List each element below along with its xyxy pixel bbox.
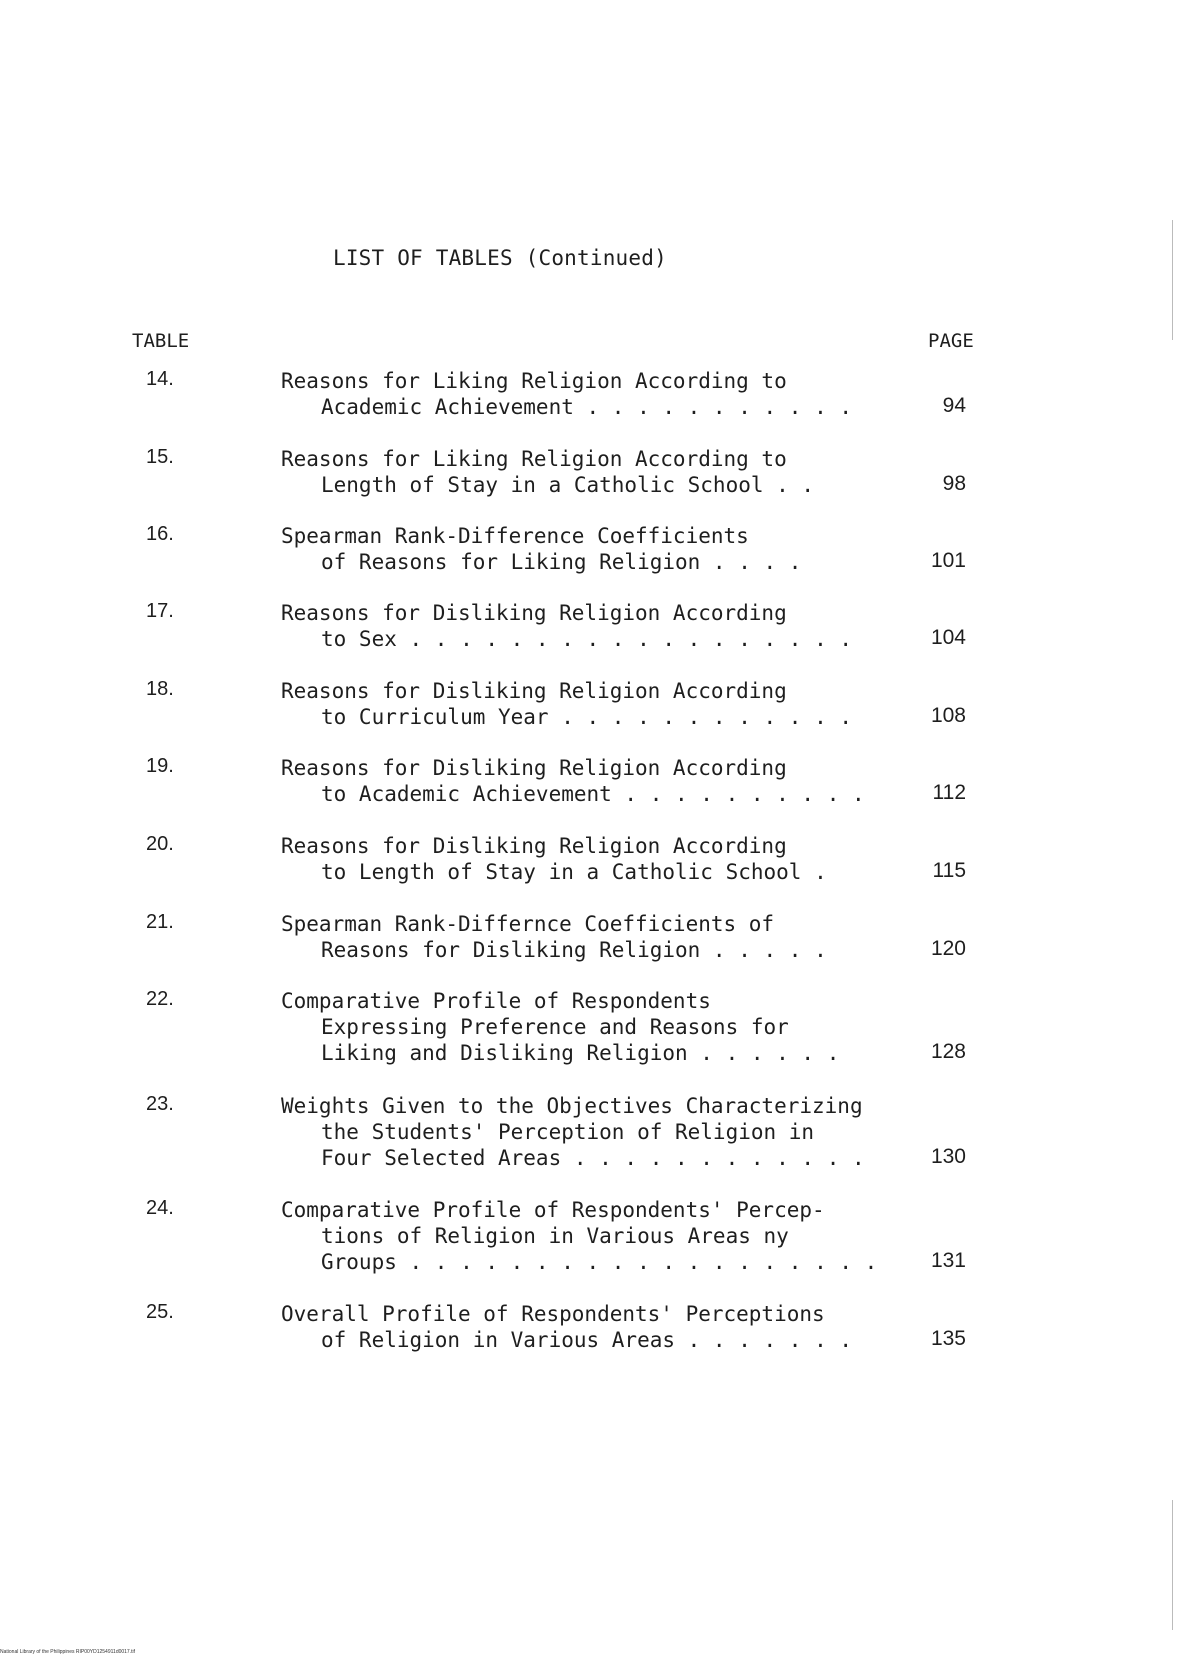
table-caption (281, 1301, 852, 1353)
caption-line: Reasons for Disliking Religion According (281, 834, 787, 858)
table-caption (281, 1093, 865, 1171)
caption-line: of Religion in Various Areas . . . . . . . (321, 1328, 853, 1352)
table-number: 19. (146, 755, 174, 777)
caption-line: Spearman Rank-Difference Coefficients (281, 524, 749, 548)
caption-line: tions of Religion in Various Areas ny (321, 1224, 789, 1248)
caption-line: Groups . . . . . . . . . . . . . . . . . . . (321, 1250, 878, 1274)
caption-line: of Reasons for Liking Religion . . . . (321, 550, 802, 574)
page-number: 98 (942, 472, 966, 495)
caption-line: to Sex . . . . . . . . . . . . . . . . . . (321, 627, 853, 651)
table-caption (281, 600, 852, 652)
table-number: 22. (146, 988, 174, 1010)
caption-line: Four Selected Areas . . . . . . . . . . . . (321, 1146, 865, 1170)
caption-line: Spearman Rank-Differnce Coefficients of (281, 912, 775, 936)
page-number: 94 (942, 394, 966, 417)
page-title: LIST OF TABLES (Continued) (333, 246, 667, 270)
table-number: 23. (146, 1093, 174, 1115)
page-number: 120 (930, 937, 966, 960)
table-caption (281, 988, 839, 1066)
table-caption (281, 523, 801, 575)
caption-line: the Students' Perception of Religion in (321, 1120, 815, 1144)
table-number: 18. (146, 678, 174, 700)
caption-line: Liking and Disliking Religion . . . . . . (321, 1041, 840, 1065)
caption-line: Reasons for Liking Religion According to (281, 369, 787, 393)
page-number: 130 (930, 1145, 966, 1168)
table-caption (281, 833, 827, 885)
table-number: 14. (146, 368, 174, 390)
table-caption (281, 911, 827, 963)
caption-line: to Curriculum Year . . . . . . . . . . . . (321, 705, 853, 729)
scan-edge-mark (1172, 1500, 1173, 1630)
table-caption (281, 446, 814, 498)
table-column-header: TABLE (132, 330, 190, 352)
caption-line: to Length of Stay in a Catholic School . (321, 860, 827, 884)
caption-line: Reasons for Disliking Religion According (281, 679, 787, 703)
page-number: 104 (930, 626, 966, 649)
page-column-header: PAGE (928, 330, 974, 352)
caption-line: Reasons for Disliking Religion According (281, 601, 787, 625)
caption-line: Academic Achievement . . . . . . . . . . . (321, 395, 853, 419)
archive-footer: National Library of the Philippines RIP00YD1254911d0017.tif (0, 1649, 135, 1655)
table-number: 25. (146, 1301, 174, 1323)
scan-edge-mark (1172, 220, 1173, 340)
table-number: 21. (146, 911, 174, 933)
caption-line: Reasons for Disliking Religion . . . . . (321, 938, 827, 962)
table-number: 16. (146, 523, 174, 545)
table-number: 17. (146, 600, 174, 622)
caption-line: Comparative Profile of Respondents' Percep- (281, 1198, 825, 1222)
caption-line: Reasons for Liking Religion According to (281, 447, 787, 471)
page-number: 115 (932, 859, 966, 882)
page-number: 131 (930, 1249, 966, 1272)
caption-line: Reasons for Disliking Religion According (281, 756, 787, 780)
table-number: 24. (146, 1197, 174, 1219)
table-caption (281, 678, 852, 730)
page-number: 128 (930, 1040, 966, 1063)
table-number: 20. (146, 833, 174, 855)
caption-line: Expressing Preference and Reasons for (321, 1015, 789, 1039)
caption-line: Length of Stay in a Catholic School . . (321, 473, 815, 497)
table-caption (281, 755, 865, 807)
page-number: 135 (930, 1327, 966, 1350)
page-number: 108 (930, 704, 966, 727)
caption-line: to Academic Achievement . . . . . . . . . . (321, 782, 865, 806)
caption-line: Overall Profile of Respondents' Perceptions (281, 1302, 825, 1326)
page-number: 112 (932, 781, 966, 804)
table-caption (281, 368, 852, 420)
table-number: 15. (146, 446, 174, 468)
table-caption (281, 1197, 877, 1275)
caption-line: Comparative Profile of Respondents (281, 989, 711, 1013)
caption-line: Weights Given to the Objectives Characterizing (281, 1094, 863, 1118)
page-number: 101 (930, 549, 966, 572)
